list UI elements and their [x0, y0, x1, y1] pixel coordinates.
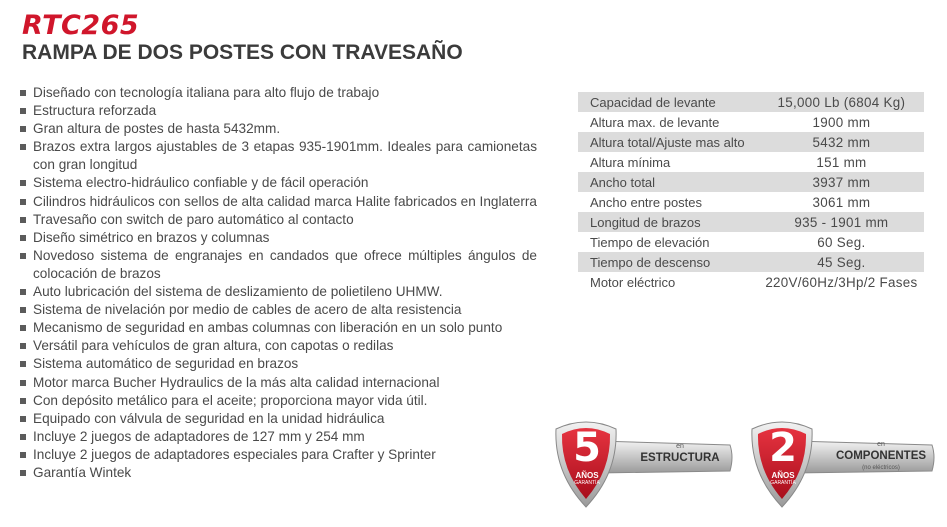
warranty-years-number: 2: [769, 425, 797, 471]
warranty-badge-structure: [548, 415, 738, 515]
list-item: Cilindros hidráulicos con sellos de alta calidad marca Halite fabricados en Inglaterra: [20, 193, 537, 211]
table-row: [578, 272, 924, 292]
spec-value: 935 - 1901 mm: [759, 212, 924, 232]
spec-label: Tiempo de descenso: [578, 252, 759, 272]
list-item: Sistema electro-hidráulico confiable y de fácil operación: [20, 174, 537, 192]
list-item: Sistema de nivelación por medio de cables de acero de alta resistencia: [20, 301, 537, 319]
spec-label: Altura total/Ajuste mas alto: [578, 132, 759, 152]
table-row: [578, 212, 924, 232]
spec-value: 220V/60Hz/3Hp/2 Fases: [765, 274, 918, 290]
square-bullet-icon: [20, 217, 26, 223]
spec-label: Ancho entre postes: [590, 194, 703, 210]
square-bullet-icon: [20, 452, 26, 458]
spec-label: Tiempo de elevación: [590, 234, 710, 250]
warranty-years-label: AÑOS: [771, 471, 795, 480]
table-row: [578, 172, 924, 192]
list-item: Versátil para vehículos de gran altura, con capotas o redilas: [20, 337, 537, 355]
square-bullet-icon: [20, 253, 26, 259]
spec-label: Capacidad de levante: [578, 92, 759, 112]
square-bullet-icon: [20, 235, 26, 241]
list-item: Sistema automático de seguridad en brazos: [20, 355, 537, 373]
table-row: [578, 232, 924, 252]
spec-label: Longitud de brazos: [578, 212, 759, 232]
square-bullet-icon: [20, 398, 26, 404]
table-row: [578, 152, 924, 172]
spec-label: Altura max. de levante: [590, 114, 720, 130]
warranty-en-label: en: [877, 441, 885, 448]
spec-value: 60 Seg.: [817, 234, 866, 250]
warranty-garantia-label: GARANTÍA: [770, 480, 796, 486]
warranty-en-label: en: [676, 443, 684, 450]
feature-list: [20, 84, 537, 482]
spec-value: 151 mm: [816, 154, 867, 170]
square-bullet-icon: [20, 343, 26, 349]
list-item: Diseñado con tecnología italiana para alto flujo de trabajo: [20, 84, 537, 102]
square-bullet-icon: [20, 325, 26, 331]
square-bullet-icon: [20, 470, 26, 476]
square-bullet-icon: [20, 361, 26, 367]
square-bullet-icon: [20, 180, 26, 186]
list-item: Incluye 2 juegos de adaptadores especiales para Crafter y Sprinter: [20, 446, 537, 464]
spec-label: Altura mínima: [590, 154, 671, 170]
spec-label: Motor eléctrico: [590, 274, 676, 290]
warranty-years-number: 5: [573, 425, 601, 471]
page-title: RAMPA DE DOS POSTES CON TRAVESAÑO: [22, 41, 463, 64]
list-item: Brazos extra largos ajustables de 3 etapas 935-1901mm. Ideales para camionetas con gran longitud: [20, 138, 537, 174]
spec-value: 15,000 Lb (6804 Kg): [759, 92, 924, 112]
list-item: Garantía Wintek: [20, 464, 537, 482]
spec-value: 45 Seg.: [759, 252, 924, 272]
list-item: Diseño simétrico en brazos y columnas: [20, 229, 537, 247]
list-item: Equipado con válvula de seguridad en la unidad hidráulica: [20, 410, 537, 428]
square-bullet-icon: [20, 90, 26, 96]
warranty-years-label: AÑOS: [575, 471, 599, 480]
table-row: [578, 92, 924, 112]
table-row: [578, 132, 924, 152]
square-bullet-icon: [20, 307, 26, 313]
spec-value: 3061 mm: [812, 194, 871, 210]
list-item: Gran altura de postes de hasta 5432mm.: [20, 120, 537, 138]
list-item: Travesaño con switch de paro automático al contacto: [20, 211, 537, 229]
spec-label: Ancho total: [578, 172, 759, 192]
spec-value: 3937 mm: [759, 172, 924, 192]
model-name: RTC265: [22, 10, 140, 41]
list-item: Mecanismo de seguridad en ambas columnas con liberación en un solo punto: [20, 319, 537, 337]
spec-value: 1900 mm: [812, 114, 871, 130]
square-bullet-icon: [20, 289, 26, 295]
list-item: Auto lubricación del sistema de deslizamiento de polietileno UHMW.: [20, 283, 537, 301]
table-row: [578, 252, 924, 272]
warranty-badge-components: [744, 415, 940, 515]
square-bullet-icon: [20, 434, 26, 440]
warranty-type-label: ESTRUCTURA: [640, 452, 720, 464]
list-item: Estructura reforzada: [20, 102, 537, 120]
square-bullet-icon: [20, 108, 26, 114]
list-item: Incluye 2 juegos de adaptadores de 127 mm y 254 mm: [20, 428, 537, 446]
spec-table: [578, 92, 924, 292]
warranty-type-label: COMPONENTES: [835, 450, 927, 462]
warranty-garantia-label: GARANTÍA: [574, 480, 600, 486]
square-bullet-icon: [20, 380, 26, 386]
square-bullet-icon: [20, 126, 26, 132]
table-row: [578, 112, 924, 132]
square-bullet-icon: [20, 199, 26, 205]
warranty-sub-label: (no eléctricos): [862, 465, 900, 471]
square-bullet-icon: [20, 416, 26, 422]
square-bullet-icon: [20, 144, 26, 150]
list-item: Motor marca Bucher Hydraulics de la más alta calidad internacional: [20, 374, 537, 392]
spec-value: 5432 mm: [759, 132, 924, 152]
list-item: Con depósito metálico para el aceite; proporciona mayor vida útil.: [20, 392, 537, 410]
table-row: [578, 192, 924, 212]
list-item: Novedoso sistema de engranajes en candados que ofrece múltiples ángulos de colocación de brazos: [20, 247, 537, 283]
